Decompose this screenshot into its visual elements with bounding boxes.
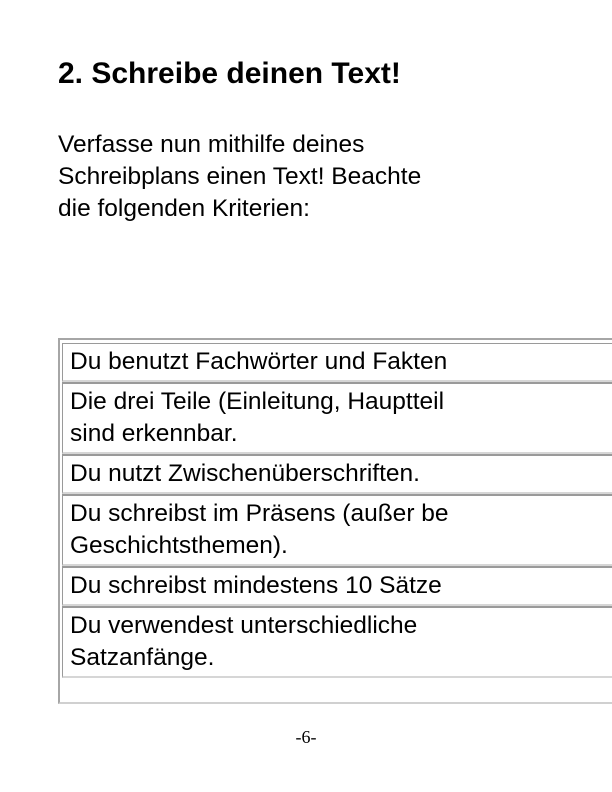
criterion-text: Geschichtsthemen). [70,532,288,559]
criterion-text: Satzanfänge. [70,644,215,671]
criterion-text: Du benutzt Fachwörter und Fakten [70,348,448,375]
instructions-paragraph [58,129,578,225]
criterion-text: Du nutzt Zwischenüberschriften. [70,460,420,487]
criterion-text: Du schreibst im Präsens (außer be [70,500,449,527]
table-row [62,382,612,454]
table-row [62,494,612,566]
criteria-table [62,343,612,678]
criterion-text: Du schreibst mindestens 10 Sätze [70,572,442,599]
instructions-line: Schreibplans einen Text! Beachte [58,163,422,190]
criterion-cell [62,382,612,454]
table-row [62,566,612,606]
criterion-text: Du verwendest unterschiedliche [70,612,418,639]
criterion-text: Die drei Teile (Einleitung, Hauptteil [70,388,445,415]
page-number: -6- [295,727,317,747]
table-row [62,454,612,494]
criterion-text: sind erkennbar. [70,420,238,447]
page-heading: 2. Schreibe deinen Text! [58,57,401,90]
instructions-line: Verfasse nun mithilfe deines [58,131,365,158]
criterion-cell [62,606,612,678]
criterion-cell [62,454,612,494]
table-row [62,606,612,678]
table-row [62,343,612,382]
instructions-line: die folgenden Kriterien: [58,195,310,222]
criterion-cell [62,343,612,382]
criterion-cell [62,566,612,606]
criteria-table-frame [58,338,612,704]
criterion-cell [62,494,612,566]
